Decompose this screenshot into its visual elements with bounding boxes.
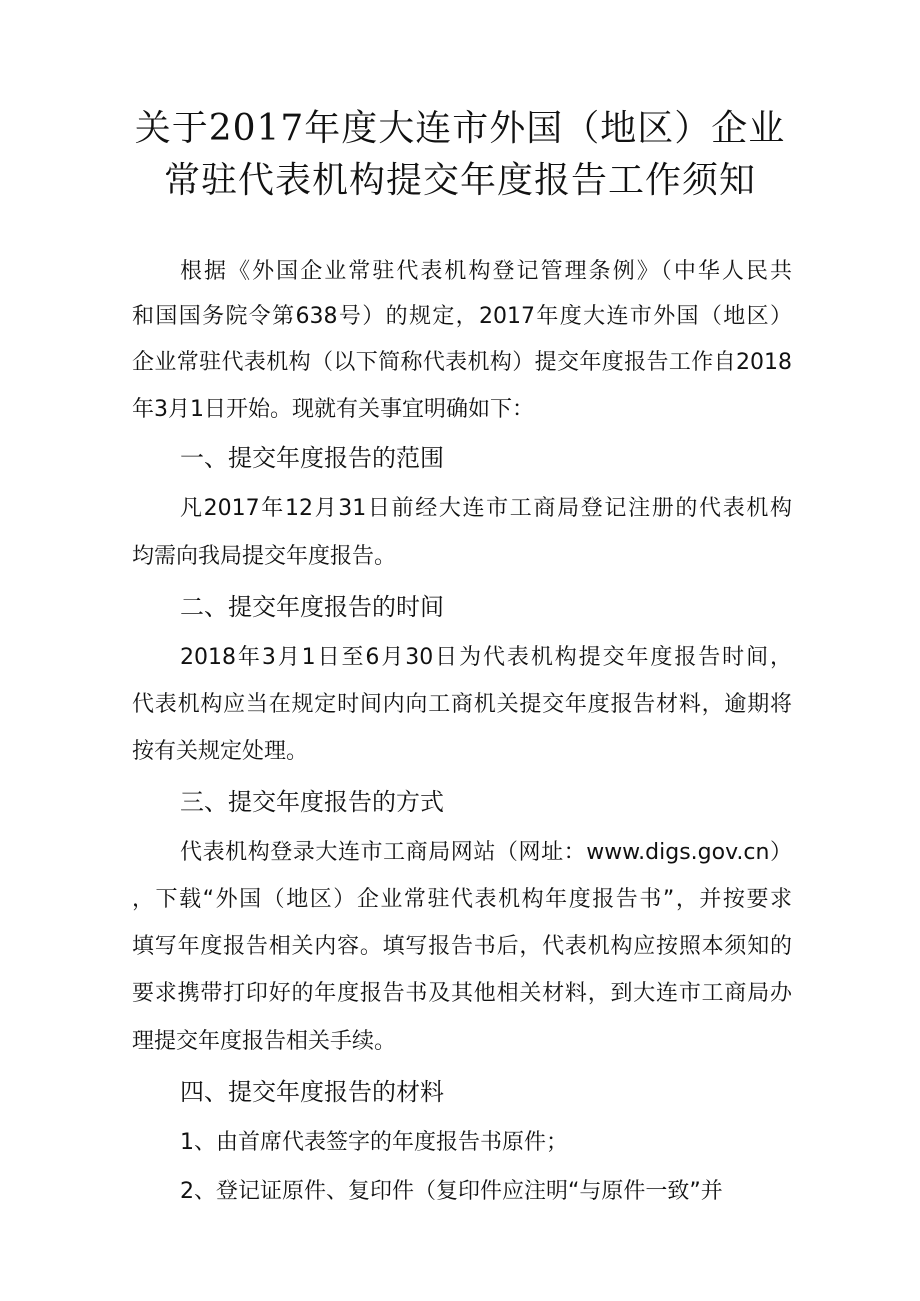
intro-line-3: 企业常驻代表机构（以下简称代表机构）提交年度报告工作自2018 — [132, 350, 792, 375]
section-3-line-2: ，下载“外国（地区）企业常驻代表机构年度报告书”，并按要求 — [132, 887, 792, 912]
section-4-item-2: 2、登记证原件、复印件（复印件应注明“与原件一致”并 — [180, 1179, 723, 1204]
section-2-heading: 二、提交年度报告的时间 — [180, 593, 444, 621]
intro-line-4: 年3月1日开始。现就有关事宜明确如下： — [132, 397, 534, 422]
section-4-item-1: 1、由首席代表签字的年度报告书原件； — [180, 1130, 568, 1155]
section-1-line-2: 均需向我局提交年度报告。 — [132, 544, 397, 569]
section-1-line-1: 凡2017年12月31日前经大连市工商局登记注册的代表机构 — [180, 496, 792, 521]
section-2-line-3: 按有关规定处理。 — [132, 739, 309, 764]
section-3-line-4: 要求携带打印好的年度报告书及其他相关材料，到大连市工商局办 — [132, 981, 792, 1006]
section-3-line-3: 填写年度报告相关内容。填写报告书后，代表机构应按照本须知的 — [132, 934, 792, 959]
section-2-line-1: 2018年3月1日至6月30日为代表机构提交年度报告时间， — [180, 645, 792, 670]
document-title-line-1: 关于2017年度大连市外国（地区）企业 — [134, 108, 786, 149]
section-2-line-2: 代表机构应当在规定时间内向工商机关提交年度报告材料，逾期将 — [132, 692, 792, 717]
section-4-heading: 四、提交年度报告的材料 — [180, 1078, 444, 1106]
section-3-line-5: 理提交年度报告相关手续。 — [132, 1029, 397, 1054]
document-title-line-2: 常驻代表机构提交年度报告工作须知 — [163, 160, 756, 201]
intro-line-2: 和国国务院令第638号）的规定，2017年度大连市外国（地区） — [132, 304, 792, 329]
section-3-heading: 三、提交年度报告的方式 — [180, 788, 444, 816]
section-3-line-1: 代表机构登录大连市工商局网站（网址：www.digs.gov.cn） — [180, 840, 792, 865]
section-1-heading: 一、提交年度报告的范围 — [180, 444, 444, 472]
intro-line-1: 根据《外国企业常驻代表机构登记管理条例》（中华人民共 — [180, 259, 792, 284]
